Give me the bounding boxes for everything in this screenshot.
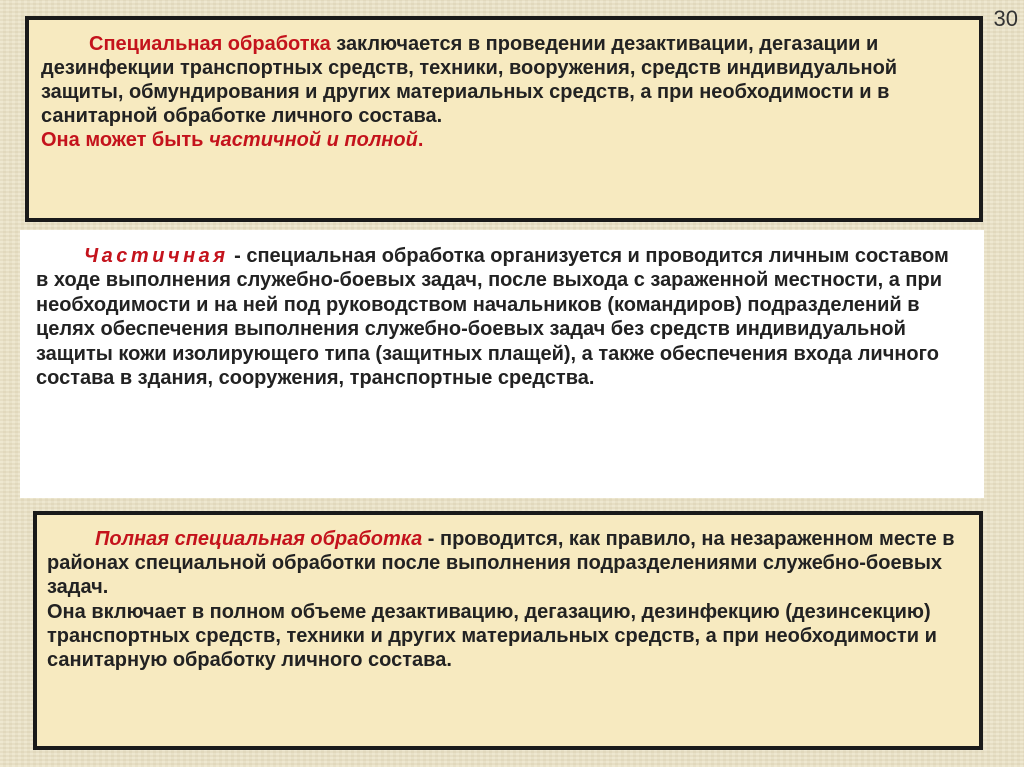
partial-treatment-box xyxy=(20,230,984,498)
full-text: - проводится, как правило, на незараженном месте в районах специальной обработки после выполнения подразделениями служебно-боевых задач. xyxy=(47,528,955,599)
full-term: Полная специальная обработка xyxy=(95,528,423,550)
slide-number: 30 xyxy=(993,6,1018,31)
full-paragraph-2: Она включает в полном объеме дезактивацию, дегазацию, дезинфекцию (дезинсекцию) транспортных средств, техники и других материальных средств, а при необходимости и санитарную обработку личного состава. xyxy=(47,600,937,671)
full-treatment-box xyxy=(33,511,983,750)
definition-box xyxy=(25,16,983,222)
full-paragraph xyxy=(47,527,963,600)
definition-text: заключается в проведении дезактивации, дегазации и дезинфекции транспортных средств, техники, вооружения, средств индивидуальной защиты, обмундирования и других материальных средств, а при необходимости и в санитарной обработке личного состава. xyxy=(41,33,898,127)
definition-term: Специальная обработка xyxy=(89,33,331,55)
types-emphasis: частичной и полной xyxy=(209,129,418,151)
definition-paragraph xyxy=(41,32,963,128)
types-suffix: . xyxy=(417,129,424,151)
partial-text: - специальная обработка организуется и проводится личным составом в ходе выполнения служебно-боевых задач, после выхода с зараженной местности, а при необходимости и на ней под руководством начальников (командиров) подразделений в целях обеспечения выполнения служебно-боевых задач без средств индивидуальной защиты кожи изолирующего типа (защитных плащей), а также обеспечения входа личного состава в здания, сооружения, транспортные средства. xyxy=(36,245,949,389)
partial-paragraph xyxy=(36,244,964,390)
partial-term: Частичная xyxy=(84,245,229,267)
types-line xyxy=(41,128,963,152)
types-prefix: Она может быть xyxy=(41,129,210,151)
